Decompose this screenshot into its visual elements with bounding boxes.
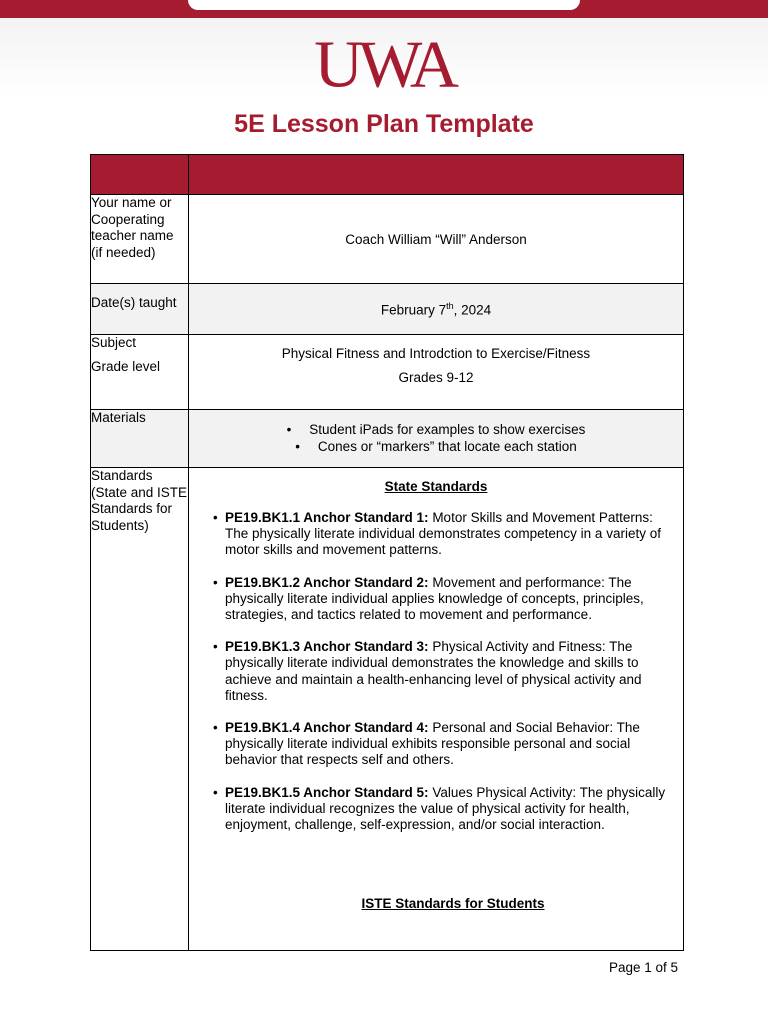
standard-code: PE19.BK1.3 Anchor Standard 3: [225,639,429,655]
lesson-plan-table [90,154,684,951]
page-title: 5E Lesson Plan Template [234,110,534,138]
iste-standards-heading: ISTE Standards for Students [361,896,545,912]
date-label: Date(s) taught [91,284,189,335]
standard-text: Personal and Social Behavior: The physically literate individual exhibits responsible personal and social behavior that respects self and others. [225,720,640,768]
name-label: Your name or Cooperating teacher name (if needed) [91,195,189,284]
materials-value [189,410,684,468]
uwa-logo: UWA [314,26,454,102]
state-standards-heading: State Standards [384,479,488,494]
date-main: February 7 [380,302,447,318]
list-item [225,720,679,769]
standard-text: Values Physical Activity: The physically literate individual recognizes the value of physical activity for health, enjoyment, challenge, self-expression, and/or social interaction. [225,784,666,833]
list-item [225,785,679,834]
date-suffix: th [446,300,454,311]
name-value: Coach William “Will” Anderson [189,195,684,284]
grade-value: Grades 9-12 [398,370,474,385]
standards-label: Standards (State and ISTE Standards for Students) [91,468,189,951]
table-header-row [91,155,684,195]
table-row-subject [91,335,684,410]
table-row-name [91,195,684,284]
list-item: • Cones or “markers” that locate each station [189,438,683,455]
standard-text: Physical Activity and Fitness: The physically literate individual demonstrates the knowledge and skills to achieve and maintain a health-enhancing level of physical activity and fitness. [225,639,642,703]
list-item: • Student iPads for examples to show exercises [189,421,683,438]
subject-grade-labels [91,335,189,410]
subject-grade-values [189,335,684,410]
date-value [189,284,684,335]
materials-label: Materials [91,410,189,468]
materials-list [189,421,683,455]
standard-text: Motor Skills and Movement Patterns: The physically literate individual demonstrates competency in a variety of motor skills and movement patterns. [225,510,661,558]
header-cell-right [189,155,684,195]
subject-value: Physical Fitness and Introdction to Exercise/Fitness [281,346,591,361]
list-item [225,639,679,704]
table-row-standards [91,468,684,951]
header-cell-left [91,155,189,195]
list-item [225,510,679,559]
table-row-date [91,284,684,335]
top-band-notch [188,0,580,10]
state-standards-list [189,510,683,833]
standard-code: PE19.BK1.1 Anchor Standard 1: [225,510,429,525]
standard-text: Movement and performance: The physically literate individual applies knowledge of concepts, principles, strategies, and tactics related to movement and performance. [225,574,644,623]
standard-code: PE19.BK1.2 Anchor Standard 2: [225,574,429,590]
date-year: , 2024 [453,302,492,318]
standard-code: PE19.BK1.4 Anchor Standard 4: [225,720,429,736]
page-number: Page 1 of 5 [608,960,678,975]
list-item [225,575,679,624]
standards-value [189,468,684,951]
standard-code: PE19.BK1.5 Anchor Standard 5: [225,784,429,800]
table-row-materials [91,410,684,468]
top-brand-band [0,0,768,18]
grade-label: Grade level [91,359,161,374]
subject-label: Subject [91,335,137,350]
